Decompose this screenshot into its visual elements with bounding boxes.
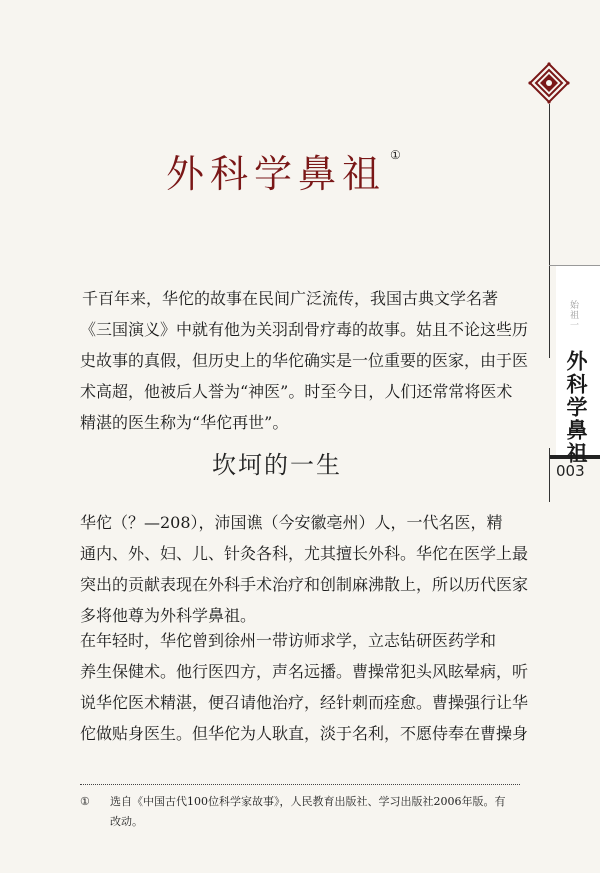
biography-paragraph xyxy=(80,507,529,631)
footnote-divider xyxy=(80,784,520,785)
paragraph-line: 精湛的医生称为“华佗再世”。 xyxy=(80,413,289,432)
paragraph-line: 《三国演义》中就有他为关羽刮骨疗毒的故事。姑且不论这些历 xyxy=(80,320,529,339)
paragraph-line: 佗做贴身医生。但华佗为人耿直，淡于名利，不愿侍奉在曹操身 xyxy=(80,724,529,743)
side-rule-top xyxy=(549,104,550,358)
side-section-label: 始祖一 xyxy=(568,300,578,330)
paragraph-line: 通内、外、妇、儿、针灸各科，尤其擅长外科。华佗在医学上最 xyxy=(80,544,529,563)
ornament-icon xyxy=(528,62,570,104)
footnote-marker: ① xyxy=(80,795,90,808)
paragraph-line: 千百年来，华佗的故事在民间广泛流传，我国古典文学名著 xyxy=(82,289,499,308)
paragraph-line: 华佗（？—208），沛国谯（今安徽亳州）人，一代名医，精 xyxy=(80,513,503,532)
paragraph-line: 在年轻时，华佗曾到徐州一带访师求学，立志钻研医药学和 xyxy=(80,631,497,650)
intro-paragraph xyxy=(80,283,529,438)
side-rule-bottom xyxy=(549,448,550,502)
footnote xyxy=(80,792,520,832)
youth-paragraph xyxy=(80,625,529,749)
side-tab-top-line xyxy=(549,265,600,266)
section-heading: 坎坷的一生 xyxy=(212,451,342,479)
footnote-text-continued: 改动。 xyxy=(110,815,143,828)
page-number: 003 xyxy=(556,462,585,480)
title-footnote-marker: ① xyxy=(390,148,401,162)
paragraph-line: 术高超，他被后人誉为“神医”。时至今日，人们还常常将医术 xyxy=(80,382,513,401)
paragraph-line: 说华佗医术精湛，便召请他治疗，经针刺而痊愈。曹操强行让华 xyxy=(80,693,529,712)
paragraph-line: 多将他尊为外科学鼻祖。 xyxy=(80,606,257,625)
footnote-text: 选自《中国古代100位科学家故事》，人民教育出版社、学习出版社2006年版。有 xyxy=(110,795,506,808)
paragraph-line: 史故事的真假，但历史上的华佗确实是一位重要的医家，由于医 xyxy=(80,351,529,370)
paragraph-line: 突出的贡献表现在外科手术治疗和创制麻沸散上，所以历代医家 xyxy=(80,575,529,594)
side-chapter-title: 外科学鼻祖 xyxy=(564,350,589,465)
article-title: 外科学鼻祖 xyxy=(166,152,387,196)
paragraph-line: 养生保健术。他行医四方，声名远播。曹操常犯头风眩晕病，听 xyxy=(80,662,529,681)
